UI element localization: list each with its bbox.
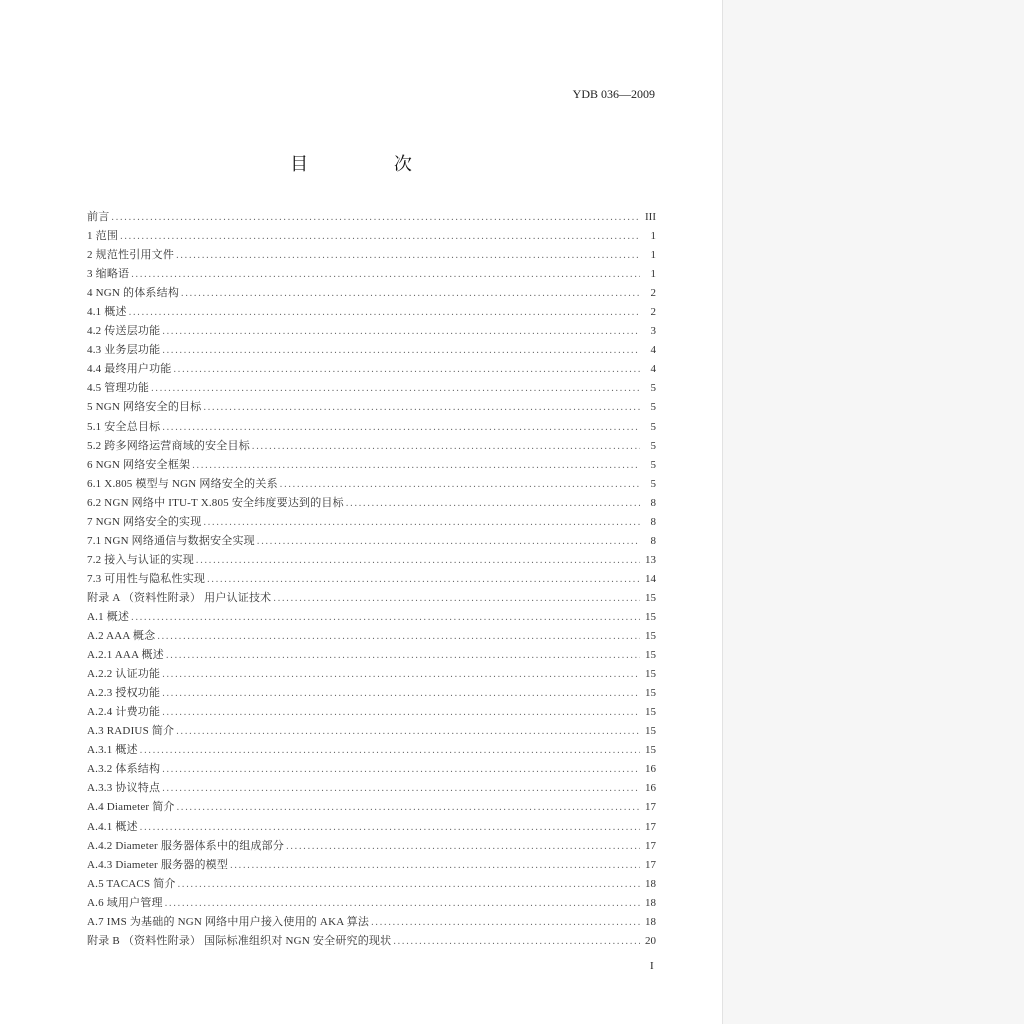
toc-entry-page: 15 (645, 649, 656, 662)
toc-entry[interactable] (87, 437, 656, 456)
toc-dot-leader (174, 364, 641, 375)
toc-entry-label: 4.2 传送层功能 (87, 325, 161, 338)
toc-entry-label: A.7 IMS 为基础的 NGN 网络中用户接入使用的 AKA 算法 (87, 915, 370, 928)
toc-dot-leader (203, 402, 640, 413)
toc-entry[interactable] (87, 284, 656, 303)
toc-dot-leader (151, 383, 640, 394)
toc-dot-leader (181, 288, 640, 299)
toc-entry[interactable] (87, 684, 656, 703)
toc-entry[interactable] (87, 208, 656, 227)
toc-entry-page: 15 (645, 725, 656, 738)
toc-entry-page: 15 (645, 668, 656, 681)
toc-entry[interactable] (87, 379, 656, 398)
toc-entry-page: 15 (645, 706, 656, 719)
toc-entry-label: 1 范围 (87, 230, 119, 243)
document-id: YDB 036—2009 (572, 87, 655, 101)
toc-entry-page: 15 (645, 610, 656, 623)
toc-entry[interactable] (87, 322, 656, 341)
toc-entry-label: A.3.3 协议特点 (87, 782, 161, 795)
toc-entry[interactable] (87, 779, 656, 798)
toc-entry-page: 17 (645, 858, 656, 871)
toc-entry-page: 17 (645, 839, 656, 852)
toc-entry-page: 18 (645, 877, 656, 890)
toc-entry-label: 3 缩略语 (87, 268, 130, 281)
toc-entry[interactable] (87, 798, 656, 817)
toc-entry-label: A.4.1 概述 (87, 820, 138, 833)
toc-entry[interactable] (87, 227, 656, 246)
toc-entry[interactable] (87, 932, 656, 951)
toc-dot-leader (162, 783, 640, 794)
toc-entry-label: A.2.2 认证功能 (87, 668, 161, 681)
toc-dot-leader (257, 536, 640, 547)
toc-entry-label: A.4 Diameter 简介 (87, 801, 175, 814)
toc-entry[interactable] (87, 475, 656, 494)
toc-entry-label: A.3.1 概述 (87, 744, 138, 757)
toc-dot-leader (393, 936, 640, 947)
toc-entry-page: 8 (650, 515, 656, 528)
toc-dot-leader (162, 326, 640, 337)
toc-entry[interactable] (87, 418, 656, 437)
toc-dot-leader (129, 307, 640, 318)
toc-entry[interactable] (87, 589, 656, 608)
toc-entry-page: 13 (645, 553, 656, 566)
toc-entry-page: 18 (645, 896, 656, 909)
toc-entry-label: 5 NGN 网络安全的目标 (87, 401, 202, 414)
toc-dot-leader (166, 650, 640, 661)
toc-entry-label: 前言 (87, 211, 110, 223)
toc-entry[interactable] (87, 360, 656, 379)
toc-entry-label: A.3.2 体系结构 (87, 763, 161, 776)
toc-entry[interactable] (87, 303, 656, 322)
toc-dot-leader (273, 593, 640, 604)
toc-entry-label: 6.1 X.805 模型与 NGN 网络安全的关系 (87, 477, 278, 490)
toc-entry-label: 附录 A （资料性附录） 用户认证技术 (87, 591, 272, 604)
toc-entry-label: 7.3 可用性与隐私性实现 (87, 572, 206, 585)
toc-entry-page: 17 (645, 820, 656, 833)
toc-entry-label: 7 NGN 网络安全的实现 (87, 515, 202, 528)
toc-entry-page: 2 (650, 306, 656, 319)
toc-entry[interactable] (87, 856, 656, 875)
toc-entry-page: 15 (645, 744, 656, 757)
toc-dot-leader (252, 441, 640, 452)
toc-dot-leader (286, 841, 640, 852)
toc-dot-leader (207, 574, 640, 585)
toc-entry-page: 5 (650, 458, 656, 471)
table-of-contents (87, 208, 656, 951)
toc-dot-leader (176, 250, 640, 261)
toc-entry[interactable] (87, 456, 656, 475)
toc-dot-leader (162, 422, 640, 433)
toc-entry-page: 15 (645, 630, 656, 643)
toc-entry-label: A.2.3 授权功能 (87, 687, 161, 700)
toc-entry[interactable] (87, 627, 656, 646)
toc-entry-page: 4 (650, 363, 656, 376)
toc-entry-page: 20 (645, 934, 656, 947)
toc-entry[interactable] (87, 608, 656, 627)
toc-entry[interactable] (87, 741, 656, 760)
toc-entry-page: 8 (650, 534, 656, 547)
toc-dot-leader (162, 345, 640, 356)
toc-entry-page: 5 (650, 477, 656, 490)
toc-dot-leader (203, 517, 640, 528)
toc-dot-leader (346, 498, 640, 509)
toc-entry[interactable] (87, 398, 656, 417)
toc-dot-leader (162, 669, 640, 680)
toc-entry-page: 15 (645, 591, 656, 604)
toc-dot-leader (192, 460, 640, 471)
toc-entry-page: 5 (650, 382, 656, 395)
toc-dot-leader (120, 231, 640, 242)
toc-entry-page: 5 (650, 401, 656, 414)
toc-entry-page: 1 (650, 249, 656, 262)
toc-entry-label: 6.2 NGN 网络中 ITU-T X.805 安全纬度要达到的目标 (87, 496, 344, 509)
toc-entry[interactable] (87, 894, 656, 913)
toc-entry-page: 17 (645, 801, 656, 814)
toc-dot-leader (131, 612, 640, 623)
toc-entry[interactable] (87, 760, 656, 779)
toc-entry-page: 8 (650, 496, 656, 509)
toc-entry-page: 2 (650, 287, 656, 300)
toc-entry[interactable] (87, 722, 656, 741)
toc-dot-leader (162, 688, 640, 699)
toc-entry-label: 7.2 接入与认证的实现 (87, 553, 194, 566)
toc-entry-label: A.2.4 计费功能 (87, 706, 161, 719)
toc-entry-label: 5.1 安全总目标 (87, 420, 161, 433)
toc-dot-leader (162, 764, 640, 775)
toc-entry[interactable] (87, 665, 656, 684)
toc-entry[interactable] (87, 875, 656, 894)
toc-entry-page: 14 (645, 572, 656, 585)
toc-entry[interactable] (87, 513, 656, 532)
toc-entry-page: 1 (650, 268, 656, 281)
toc-entry-label: A.4.2 Diameter 服务器体系中的组成部分 (87, 839, 285, 852)
toc-entry-label: A.2.1 AAA 概述 (87, 649, 164, 662)
toc-dot-leader (230, 860, 640, 871)
toc-entry-label: 2 规范性引用文件 (87, 249, 175, 262)
toc-dot-leader (162, 707, 640, 718)
toc-entry[interactable] (87, 551, 656, 570)
toc-entry[interactable] (87, 837, 656, 856)
toc-title: 目 次 (290, 154, 452, 175)
toc-dot-leader (196, 555, 640, 566)
toc-entry-label: A.2 AAA 概念 (87, 630, 156, 643)
toc-dot-leader (177, 802, 640, 813)
page-number: I (650, 960, 654, 972)
toc-entry-page: 3 (650, 325, 656, 338)
toc-dot-leader (178, 879, 640, 890)
toc-entry-label: 4.5 管理功能 (87, 382, 150, 395)
toc-entry-label: 7.1 NGN 网络通信与数据安全实现 (87, 534, 255, 547)
toc-entry-label: A.5 TACACS 简介 (87, 877, 176, 890)
toc-dot-leader (140, 822, 640, 833)
toc-entry-page: 5 (650, 420, 656, 433)
toc-entry-page: 5 (650, 439, 656, 452)
toc-entry-label: 附录 B （资料性附录） 国际标准组织对 NGN 安全研究的现状 (87, 934, 392, 947)
toc-entry[interactable] (87, 703, 656, 722)
toc-entry-label: A.6 域用户管理 (87, 896, 163, 909)
toc-dot-leader (140, 745, 640, 756)
toc-entry-page: III (645, 211, 656, 223)
toc-entry-label: 4.4 最终用户功能 (87, 363, 172, 376)
toc-dot-leader (157, 631, 640, 642)
toc-entry-page: 15 (645, 687, 656, 700)
toc-entry[interactable] (87, 494, 656, 513)
toc-entry-page: 18 (645, 915, 656, 928)
toc-entry[interactable] (87, 913, 656, 932)
toc-entry[interactable] (87, 818, 656, 837)
toc-entry[interactable] (87, 265, 656, 284)
toc-entry-label: 4.1 概述 (87, 306, 127, 319)
toc-dot-leader (280, 479, 640, 490)
toc-entry-page: 16 (645, 782, 656, 795)
toc-entry-label: A.4.3 Diameter 服务器的模型 (87, 858, 229, 871)
toc-entry-label: 4 NGN 的体系结构 (87, 287, 180, 300)
toc-entry[interactable] (87, 646, 656, 665)
toc-entry-page: 4 (650, 344, 656, 357)
toc-entry-label: 4.3 业务层功能 (87, 344, 161, 357)
toc-dot-leader (131, 269, 640, 280)
toc-entry[interactable] (87, 246, 656, 265)
toc-dot-leader (371, 917, 640, 928)
toc-dot-leader (111, 212, 640, 223)
toc-dot-leader (165, 898, 640, 909)
toc-dot-leader (176, 726, 640, 737)
toc-entry-page: 1 (650, 230, 656, 243)
toc-entry-page: 16 (645, 763, 656, 776)
toc-entry-label: A.3 RADIUS 简介 (87, 725, 175, 738)
toc-entry[interactable] (87, 532, 656, 551)
viewer-background (723, 0, 1024, 1024)
toc-entry-label: A.1 概述 (87, 610, 130, 623)
toc-entry[interactable] (87, 570, 656, 589)
toc-entry-label: 5.2 跨多网络运营商域的安全目标 (87, 439, 250, 452)
toc-entry-label: 6 NGN 网络安全框架 (87, 458, 191, 471)
toc-entry[interactable] (87, 341, 656, 360)
